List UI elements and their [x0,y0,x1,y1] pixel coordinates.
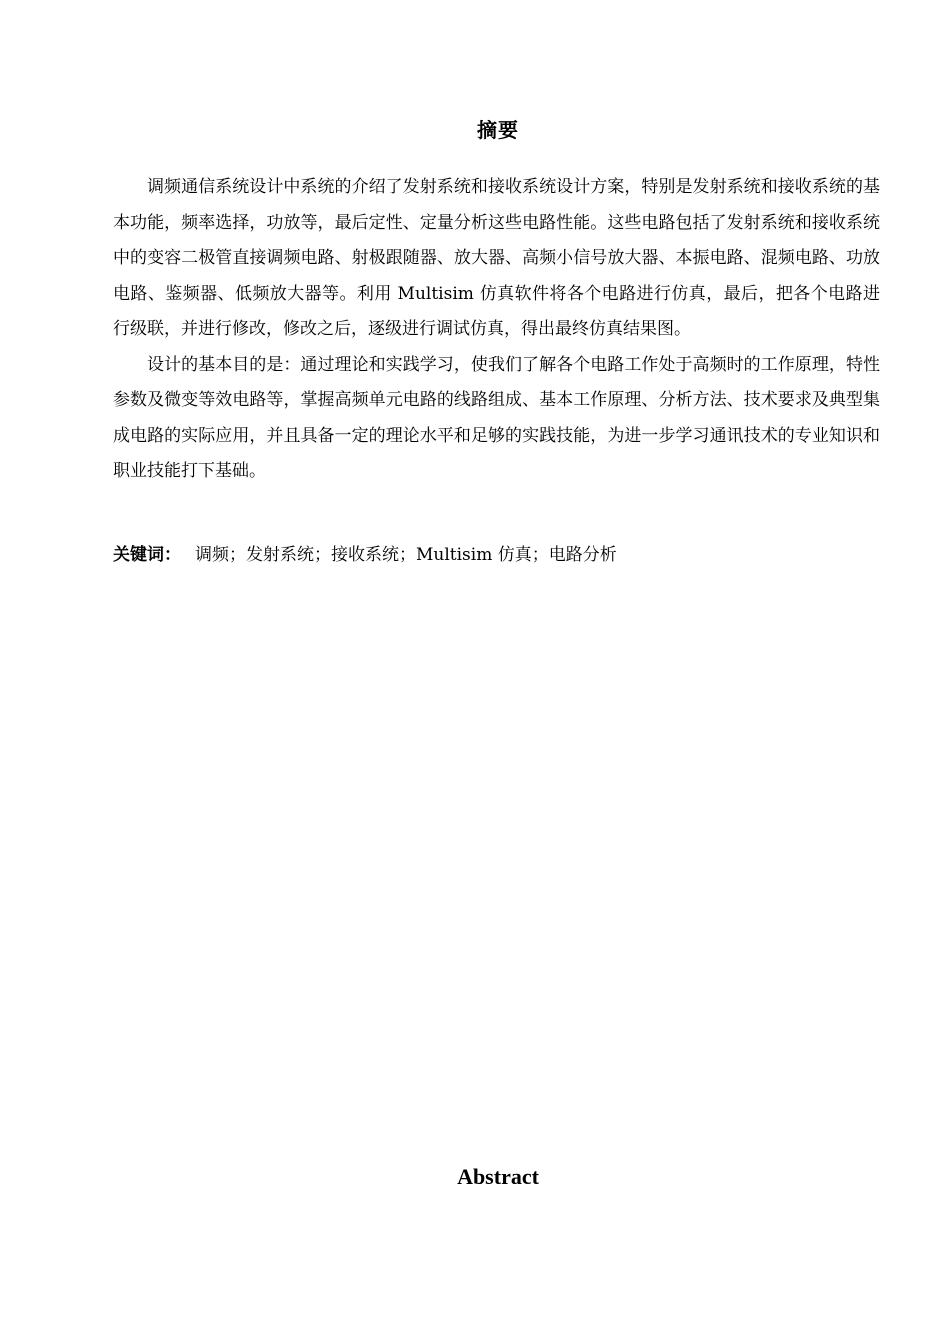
abstract-cn-paragraph-2: 设计的基本目的是：通过理论和实践学习，使我们了解各个电路工作处于高频时的工作原理，特性参数及微变等效电路等，掌握高频单元电路的线路组成、基本工作原理、分析方法、技术要求及典型集成电路的实际应用，并且具备一定的理论水平和足够的实践技能，为进一步学习通讯技术的专业知识和职业技能打下基础。 [113,354,880,481]
abstract-en-title: Abstract [457,1164,539,1189]
keywords-text: 调频；发射系统；接收系统；Multisim 仿真；电路分析 [195,545,617,565]
abstract-cn-body [113,170,880,490]
abstract-cn-title: 摘要 [477,118,519,142]
abstract-cn-paragraph-1: 调频通信系统设计中系统的介绍了发射系统和接收系统设计方案，特别是发射系统和接收系统的基本功能，频率选择，功放等，最后定性、定量分析这些电路性能。这些电路包括了发射系统和接收系统中的变容二极管直接调频电路、射极跟随器、放大器、高频小信号放大器、本振电路、混频电路、功放电路、鉴频器、低频放大器等。利用 Multisim 仿真软件将各个电路进行仿真，最后，把各个电路进行级联，并进行修改，修改之后，逐级进行调试仿真，得出最终仿真结果图。 [113,177,880,339]
keywords-line [113,540,880,570]
keywords-label: 关键词： [113,545,181,565]
